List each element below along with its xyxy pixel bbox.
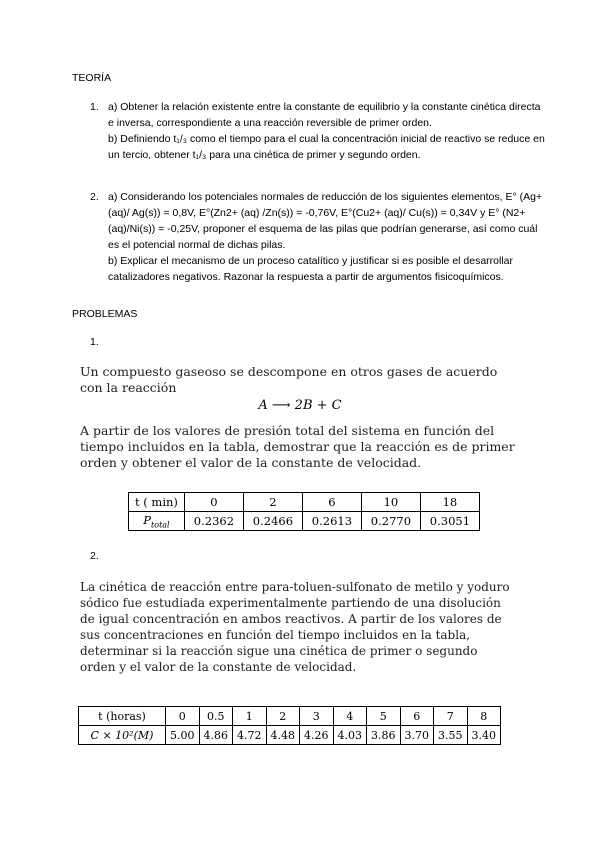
- table-row: [129, 512, 480, 531]
- table-cell: 4.86: [199, 726, 233, 745]
- table-cell: 10: [361, 493, 420, 512]
- theory-item-1-number: 1.: [90, 101, 99, 113]
- table-cell: 0.2466: [243, 512, 302, 531]
- table-cell: 18: [420, 493, 479, 512]
- table-cell: 8: [467, 707, 501, 726]
- theory-item-2-part-b: b) Explicar el mecanismo de un proceso catalítico y justificar si es posible el desarrollar catalizadores negativos. Razonar la respuesta a partir de argumentos fisicoquímicos.: [108, 255, 514, 283]
- problem-2-number: 2.: [90, 550, 99, 562]
- table-cell: 0.5: [199, 707, 233, 726]
- problem-1-number: 1.: [90, 336, 99, 348]
- table-cell: 0: [166, 707, 200, 726]
- table-header-cell: t (horas): [79, 707, 166, 726]
- table-header-cell: C × 10²(M): [79, 726, 166, 745]
- table-cell: 0: [184, 493, 243, 512]
- theory-item-1-part-a: a) Obtener la relación existente entre la constante de equilibrio y la constante cinética directa e inversa, correspondiente a una reacción reversible de primer orden.: [108, 101, 541, 129]
- table-header-cell: t ( min): [129, 493, 185, 512]
- problem-2-table: [78, 706, 501, 745]
- problems-heading: PROBLEMAS: [72, 308, 138, 320]
- table-row: [79, 726, 501, 745]
- table-cell: 3.55: [434, 726, 468, 745]
- table-row: [129, 493, 480, 512]
- problem-1-table: [128, 492, 480, 531]
- theory-heading: TEORÍA: [72, 72, 112, 84]
- problem-1-text: A partir de los valores de presión total del sistema en función del tiempo incluidos en la tabla, demostrar que la reacción es de primer orden y obtener el valor de la constante de velocidad.: [80, 423, 515, 470]
- table-cell: 2: [243, 493, 302, 512]
- table-cell: 4.03: [333, 726, 367, 745]
- theory-item-1-part-b: b) Definiendo t₁/₃ como el tiempo para el cual la concentración inicial de reactivo se reduce en un tercio, obtener t₁/₃ para una cinética de primer y segundo orden.: [108, 133, 545, 161]
- theory-item-2-number: 2.: [90, 191, 99, 203]
- table-cell: 3.86: [367, 726, 401, 745]
- table-cell: 3.40: [467, 726, 501, 745]
- table-cell: 7: [434, 707, 468, 726]
- table-cell: 0.2362: [184, 512, 243, 531]
- problem-1-intro: Un compuesto gaseoso se descompone en otros gases de acuerdo con la reacción: [80, 364, 498, 395]
- table-cell: 5.00: [166, 726, 200, 745]
- table-cell: 6: [400, 707, 434, 726]
- theory-item-2: [108, 189, 548, 285]
- problem-2-text: La cinética de reacción entre para-toluen-sulfonato de metilo y yoduro sódico fue estudiada experimentalmente partiendo de una disolución de igual concentración en ambos reactivos. A partir de los valores de sus concentraciones en función del tiempo incluidos en la tabla, determinar si la reacción sigue una cinética de primer o segundo orden y el valor de la constante de velocidad.: [80, 580, 510, 674]
- table-cell: 0.2613: [302, 512, 361, 531]
- table-header-cell: [129, 512, 185, 531]
- table-cell: 3.70: [400, 726, 434, 745]
- problem-1-equation: A ⟶ 2B + C: [258, 398, 342, 413]
- table-cell: 4.26: [300, 726, 334, 745]
- table-cell: 0.3051: [420, 512, 479, 531]
- table-cell: 4.48: [266, 726, 300, 745]
- table-cell: 1: [233, 707, 267, 726]
- p-subscript: total: [151, 520, 170, 530]
- theory-item-1: [108, 99, 548, 163]
- table-cell: 5: [367, 707, 401, 726]
- table-cell: 0.2770: [361, 512, 420, 531]
- table-cell: 6: [302, 493, 361, 512]
- p-symbol: P: [143, 513, 152, 527]
- table-cell: 3: [300, 707, 334, 726]
- table-cell: 4.72: [233, 726, 267, 745]
- table-row: [79, 707, 501, 726]
- theory-item-2-part-a: a) Considerando los potenciales normales de reducción de los siguientes elementos, E° (Ag+ (aq)/ Ag(s)) = 0,8V, E°(Zn2+ (aq) /Zn(s)) = -0,76V, E°(Cu2+ (aq)/ Cu(s)) = 0,34V y E° (N2+(aq)/Ni(s)) = -0,25V, proponer el esquema de las pilas que podrían generarse, así como cuál es el potencial normal de dichas pilas.: [108, 191, 543, 251]
- table-cell: 4: [333, 707, 367, 726]
- table-cell: 2: [266, 707, 300, 726]
